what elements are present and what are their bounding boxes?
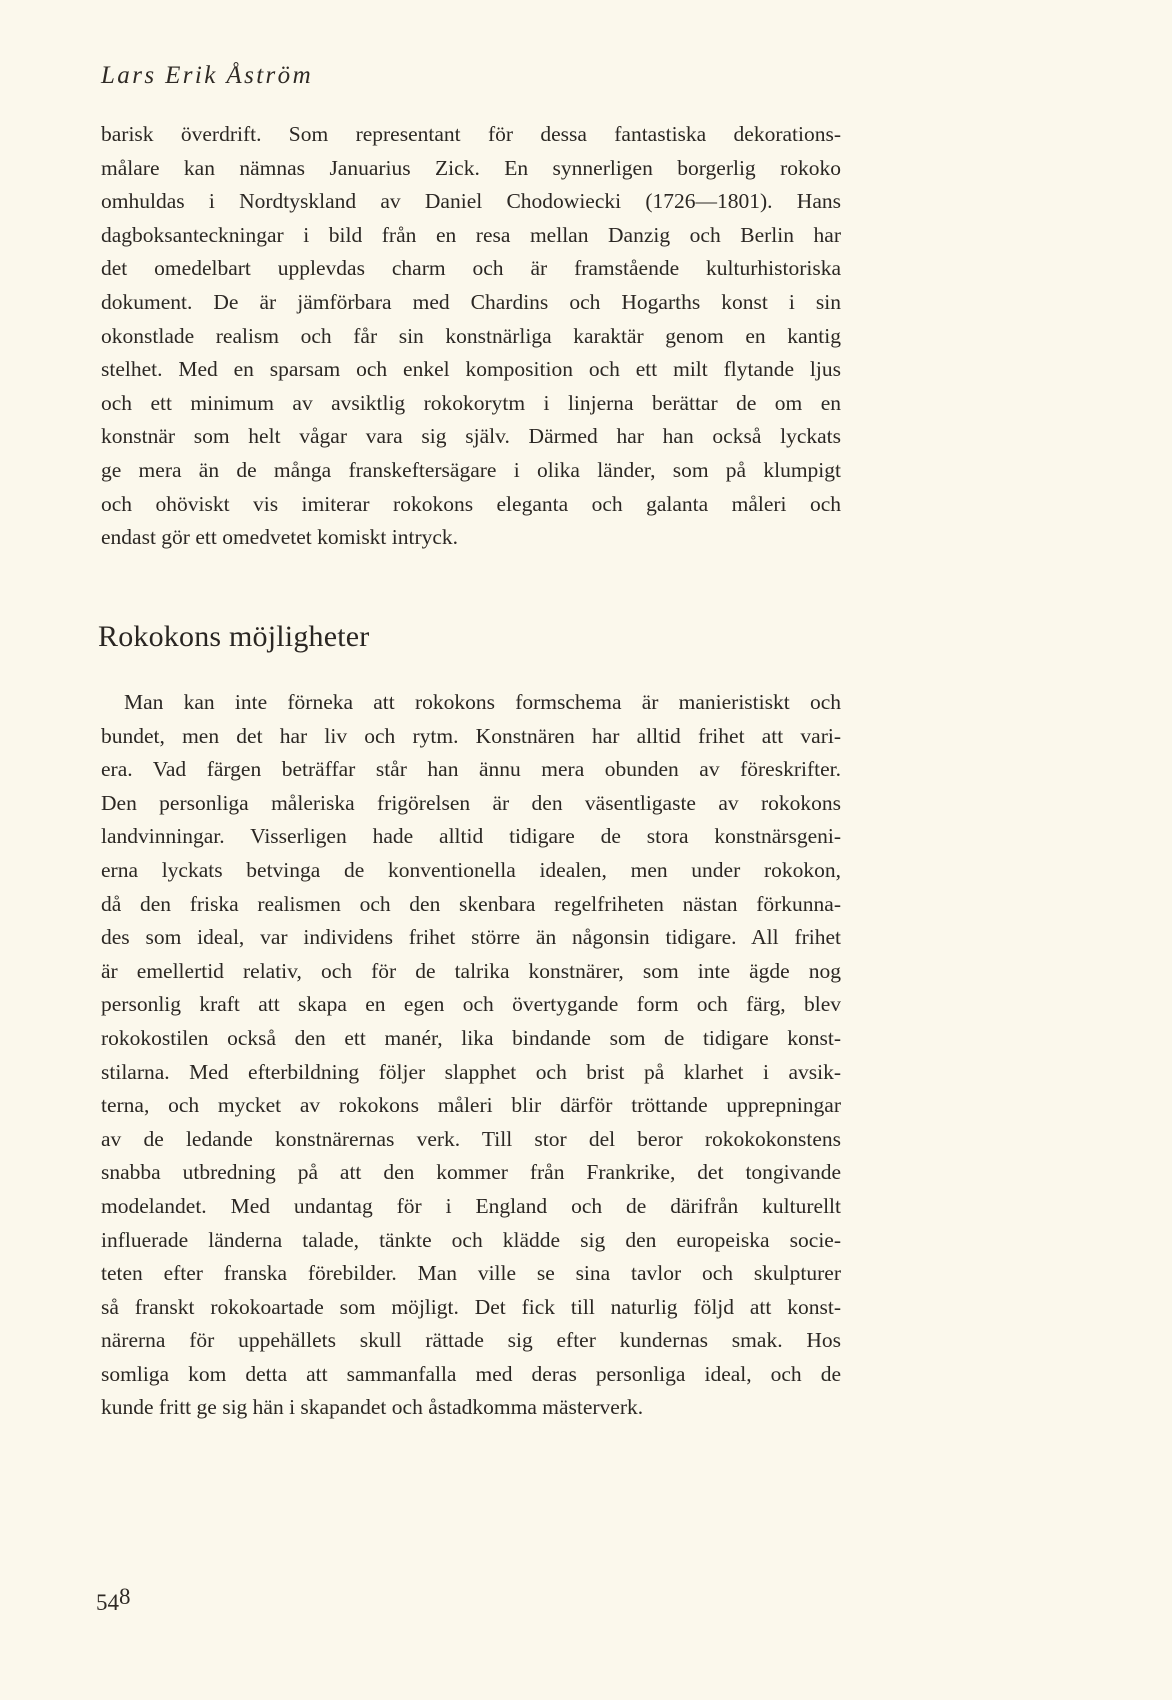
text-line: ge mera än de många franskeftersägare i olika länder, som på klumpigt	[101, 457, 841, 482]
text-line: stilarna. Med efterbildning följer slapphet och brist på klarhet i avsik-	[101, 1059, 841, 1084]
text-line: endast gör ett omedvetet komiskt intryck.	[101, 525, 459, 550]
paragraph-1	[101, 118, 841, 555]
text-line: målare kan nämnas Januarius Zick. En synnerligen borgerlig rokoko	[101, 155, 841, 180]
text-line: teten efter franska förebilder. Man ville se sina tavlor och skulpturer	[101, 1261, 841, 1286]
text-line: barisk överdrift. Som representant för dessa fantastiska dekorations-	[101, 122, 841, 146]
section-heading: Rokokons möjligheter	[98, 620, 370, 653]
text-line: kunde fritt ge sig hän i skapandet och åstadkomma mästerverk.	[101, 1395, 644, 1420]
page-number-main: 54	[96, 1590, 119, 1615]
text-line: terna, och mycket av rokokons måleri blir därför tröttande upprepningar	[101, 1093, 841, 1118]
text-line: bundet, men det har liv och rytm. Konstnären har alltid frihet att vari-	[101, 723, 841, 748]
text-line: och ohöviskt vis imiterar rokokons eleganta och galanta måleri och	[101, 491, 841, 516]
text-line: konstnär som helt vågar vara sig själv. Därmed har han också lyckats	[101, 424, 841, 449]
text-line: personlig kraft att skapa en egen och övertygande form och färg, blev	[101, 992, 841, 1017]
text-line: stelhet. Med en sparsam och enkel komposition och ett milt flytande ljus	[101, 357, 841, 382]
text-line: somliga kom detta att sammanfalla med deras personliga ideal, och de	[101, 1361, 841, 1386]
text-line: är emellertid relativ, och för de talrika konstnärer, som inte ägde nog	[101, 958, 841, 983]
text-line: okonstlade realism och får sin konstnärliga karaktär genom en kantig	[101, 323, 841, 348]
text-line: era. Vad färgen beträffar står han ännu mera obunden av föreskrifter.	[101, 757, 841, 782]
text-line: des som ideal, var individens frihet större än någonsin tidigare. All frihet	[101, 925, 841, 950]
text-line: erna lyckats betvinga de konventionella idealen, men under rokokon,	[101, 857, 841, 882]
text-line: så franskt rokokoartade som möjligt. Det fick till naturlig följd att konst-	[101, 1294, 841, 1319]
paragraph-2	[101, 686, 841, 1425]
page-number-raised-digit: 8	[119, 1584, 131, 1609]
text-line: då den friska realismen och den skenbara regelfriheten nästan förkunna-	[101, 891, 841, 916]
text-line: rokokostilen också den ett manér, lika bindande som de tidigare konst-	[101, 1025, 841, 1050]
text-line: dokument. De är jämförbara med Chardins och Hogarths konst i sin	[101, 289, 841, 314]
running-head-author: Lars Erik Åström	[101, 62, 314, 89]
text-line: Den personliga måleriska frigörelsen är den väsentligaste av rokokons	[101, 790, 841, 815]
text-line: modelandet. Med undantag för i England och de därifrån kulturellt	[101, 1193, 841, 1218]
text-line: Man kan inte förneka att rokokons formschema är manieristiskt och	[124, 690, 841, 714]
text-line: dagboksanteckningar i bild från en resa mellan Danzig och Berlin har	[101, 222, 841, 247]
text-line: omhuldas i Nordtyskland av Daniel Chodowiecki (1726—1801). Hans	[101, 189, 841, 214]
text-line: av de ledande konstnärernas verk. Till stor del beror rokokokonstens	[101, 1126, 841, 1151]
text-line: landvinningar. Visserligen hade alltid tidigare de stora konstnärsgeni-	[101, 824, 841, 849]
text-line: närerna för uppehällets skull rättade sig efter kundernas smak. Hos	[101, 1328, 841, 1353]
text-line: snabba utbredning på att den kommer från Frankrike, det tongivande	[101, 1160, 841, 1185]
text-line: influerade länderna talade, tänkte och klädde sig den europeiska socie-	[101, 1227, 841, 1252]
text-line: det omedelbart upplevdas charm och är framstående kulturhistoriska	[101, 256, 841, 281]
text-line: och ett minimum av avsiktlig rokokorytm i linjerna berättar de om en	[101, 390, 841, 415]
page-number	[96, 1584, 131, 1616]
